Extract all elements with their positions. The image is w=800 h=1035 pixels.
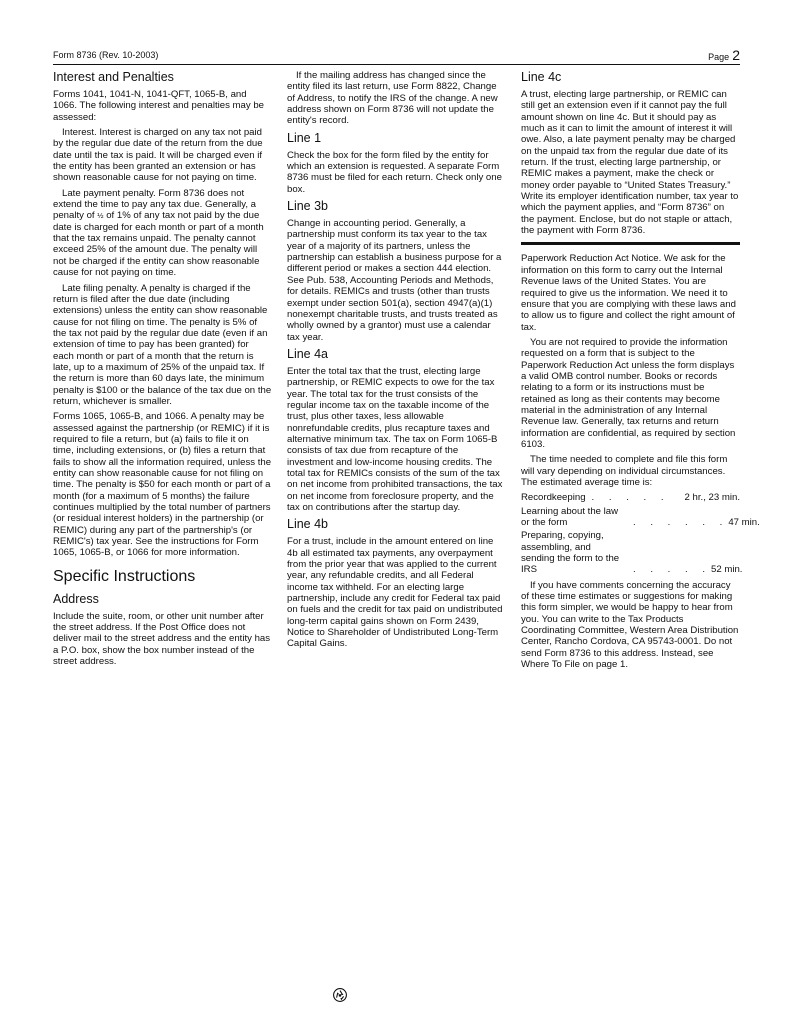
paperwork-notice-paragraph: Paperwork Reduction Act Notice. We ask for the information on this form to carry out the Internal Revenue laws of the United States. You are required to give us the information. We need it to ensure that you are complying with these laws and to allow us to figure and collect the right amount of tax. [521,253,736,333]
recycled-paper-icon [333,988,347,1002]
time-row-label: Learning about the law or the form [521,505,619,529]
comments-paragraph: If you have comments concerning the accuracy of these time estimates or suggestions for making this form simpler, we would be happy to hear from you. You can write to the Tax Products Coordinating Committee, Western Area Distribution Center, Rancho Cordova, CA 95743-0001. Do not send Form 8736 to this address. Instead, see Where To File on page 1. [521,579,739,671]
not-required-paragraph: You are not required to provide the information requested on a form that is subject to the Paperwork Reduction Act unless the form displays a valid OMB control number. Books or records relating to a form or its instructions must be retained as long as their contents may become material in the administration of any Internal Revenue law. Generally, tax returns and return information are confidential, as required by section 6103. [521,336,736,450]
line-1-paragraph: Check the box for the form filed by the entity for which an extension is requested. A separate Form 8736 must be filed for each return. Check only one box. [287,149,502,195]
line-4c-paragraph: A trust, electing large partnership, or REMIC can still get an extension even if it cannot pay the full amount shown on line 4c. But it should pay as much as it can to limit the amount of interest it will owe. Also, a late payment penalty may be charged on the unpaid tax from the regular due date of its return. If the trust, electing large partnership, or REMIC makes a payment, make the check or money order payable to “United States Treasury.” Write its employer identification number, tax year to which the payment applies, and “Form 8736” on the payment. Enclose, but do not staple or attach, the payment with Form 8736. [521,89,739,237]
forms-1065-paragraph: Forms 1065, 1065-B, and 1066. A penalty may be assessed against the partnership (or REMIC) if it is required to file a return, but (a) fails to file it on time, including extensions, or (b) files a return that fails to show all the information required, unless the entity can show reasonable cause for not filing on time. The penalty is $50 for each month or part of a month (for a maximum of 5 months) the failure continues multiplied by the total number of partners (or residual interest holders) in the partnership (or REMIC) during any part of the partnership's (or REMIC's) tax year. See the instructions for Form 1065, 1065-B, or 1066 for more information. [53,411,272,559]
interest-paragraph: Interest. Interest is charged on any tax not paid by the regular due date of the return from the due date until the tax is paid. It will be charged even if the entity has been granted an extension or has shown reasonable cause for not paying on time. [53,127,263,184]
line-4c-heading: Line 4c [521,70,562,84]
time-row-leader: . . . . . [633,564,711,576]
late-payment-paragraph [53,188,272,279]
time-row-value: 52 min. [711,564,743,576]
time-row-value: 47 min. [728,517,760,529]
line-4b-heading: Line 4b [287,517,329,532]
time-row-label: Recordkeeping [521,492,586,504]
column-1 [53,70,272,671]
specific-instructions-heading: Specific Instructions [53,567,196,585]
line-4a-paragraph: Enter the total tax that the trust, electing large partnership, or REMIC expects to owe for the tax year. The total tax for the trust consists of the regular income tax on the taxable income of the trust, plus other taxes, less allowable nonrefundable credits, plus recapture taxes and alternative minimum tax. The tax on Form 1065-B consists of tax due from recapture of the investment and low-income housing credits. The total tax for REMICs consists of the sum of the tax on net income from prohibited transactions, the tax on net income from foreclosure property, and the tax on contributions after the startup day. [287,365,503,513]
page-number: 2 [732,47,740,63]
column-2 [287,70,503,654]
line-4b-paragraph: For a trust, include in the amount entered on line 4b all estimated tax payments, any overpayment from the prior year that was applied to the current year, any refundable credits, and all Federal income tax withheld. For an electing large partnership, include any credit for Federal tax paid on fuels and the credit for tax paid on undistributed long-term capital gains shown on Form 2439, Notice to Shareholder of Undistributed Long-Term Capital Gains. [287,536,503,650]
forms-paragraph: Forms 1041, 1041-N, 1041-QFT, 1065-B, and 1066. The following interest and penalties may be assessed: [53,89,265,123]
time-row-value: 2 hr., 23 min. [684,492,740,504]
interest-penalties-heading: Interest and Penalties [53,70,174,84]
line-4a-heading: Line 4a [287,346,329,361]
page-word: Page [708,52,730,62]
section-divider [521,242,740,245]
late-payment-fraction: ½ [97,211,104,221]
page-indicator [708,47,740,63]
time-needed-paragraph: The time needed to complete and file this form will vary depending on individual circumstances. The estimated average time is: [521,454,728,488]
late-filing-paragraph: Late filing penalty. A penalty is charged if the return is filed after the due date (including extensions) unless the entity can show reasonable cause for not filing on time. The penalty is 5% of the tax not paid by the regular due date (even if an extension of time to pay has been granted) for each month or part of a month that the return is late, up to a maximum of 25% of the unpaid tax. If the return is more than 60 days late, the minimum penalty is $100 or the balance of the tax due on the return, whichever is smaller. [53,282,272,407]
time-row-leader: . . . . . [591,492,670,504]
time-row-learning [521,505,760,529]
time-row-leader: . . . . . . [633,517,729,529]
time-row-recordkeeping [521,492,740,503]
time-row-preparing [521,530,743,576]
form-label: Form 8736 (Rev. 10-2003) [53,50,159,60]
mailing-address-paragraph: If the mailing address has changed since the entity filed its last return, use Form 8822, Change of Address, to notify the IRS of the change. A new address shown on Form 8736 will not update the entity's record. [287,70,498,127]
header-rule [53,64,740,65]
late-payment-text-a: Late payment penalty. Form 8736 does not extend the time to pay any tax due. Generally, a penalty of [53,187,257,222]
late-payment-text-b: of 1% of any tax not paid by the due date is charged for each month or part of a month that the tax remains unpaid. The penalty cannot exceed 25% of the amount due. The penalty will not be charged if the entity can show reasonable cause for not paying on time. [53,210,264,279]
address-heading: Address [53,591,99,606]
column-3 [521,70,760,675]
line-3b-heading: Line 3b [287,199,329,214]
page-header [53,47,740,64]
time-row-label: Preparing, copying, assembling, and sending the form to the IRS [521,530,620,576]
line-3b-paragraph: Change in accounting period. Generally, a partnership must conform its tax year to the tax year of a majority of its partners, unless the partnership can establish a business purpose for a different period or makes a section 444 election. See Pub. 538, Accounting Periods and Methods, for details. REMICs and trusts (other than trusts exempt under section 501(a), section 4947(a)(1) nonexempt charitable trusts, and trusts treated as wholly owned by a grantor) must use a calendar tax year. [287,218,502,343]
address-paragraph: Include the suite, room, or other unit number after the street address. If the Post Office does not deliver mail to the street address and the entity has a P.O. box, show the box number instead of the street address. [53,610,271,668]
line-1-heading: Line 1 [287,130,322,145]
